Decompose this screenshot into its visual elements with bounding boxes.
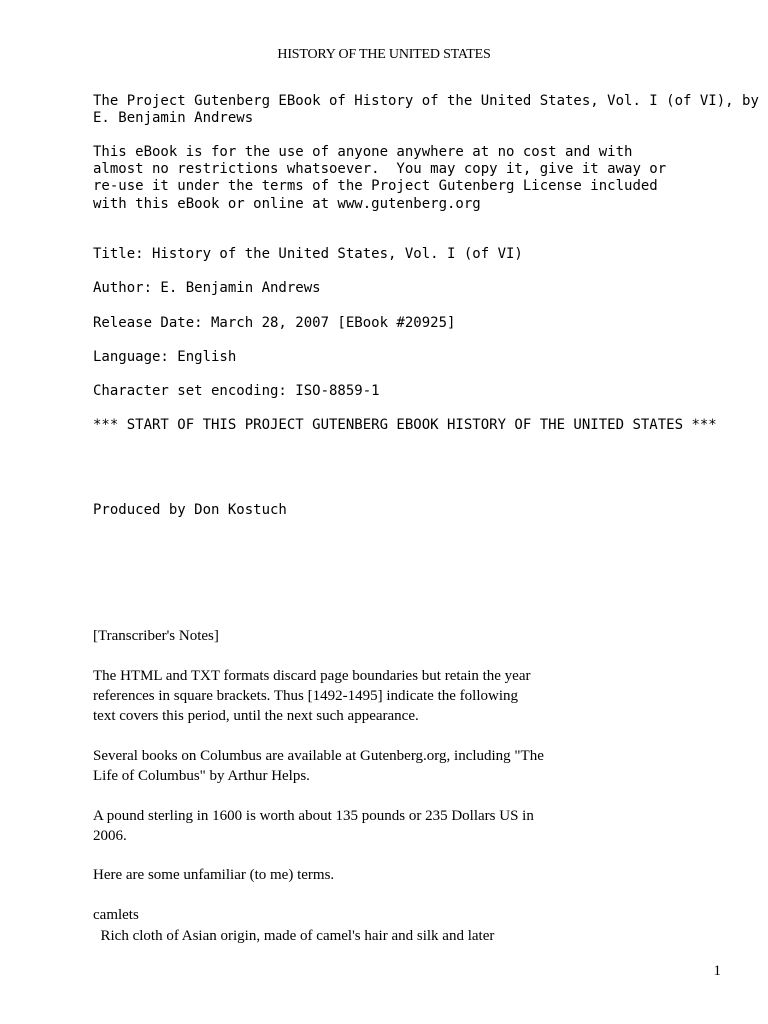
charset-line: Character set encoding: ISO-8859-1 (93, 383, 380, 399)
author-line: Author: E. Benjamin Andrews (93, 280, 321, 296)
term-camlets-definition: Rich cloth of Asian origin, made of camel's hair and silk and later (93, 928, 495, 944)
term-camlets: camlets (93, 907, 139, 923)
running-header: HISTORY OF THE UNITED STATES (277, 47, 491, 62)
page-number: 1 (713, 963, 721, 979)
release-date-line: Release Date: March 28, 2007 [EBook #20925] (93, 315, 456, 331)
language-line: Language: English (93, 349, 237, 365)
title-line: Title: History of the United States, Vol. I (of VI) (93, 246, 523, 262)
produced-by-line: Produced by Don Kostuch (93, 502, 287, 518)
notes-paragraph-2: Several books on Columbus are available at Gutenberg.org, including "The Life of Columbus" by Arthur Helps. (93, 748, 544, 785)
ebook-intro: The Project Gutenberg EBook of History of the United States, Vol. I (of VI), by E. Benjamin Andrews (93, 93, 759, 127)
start-marker-line: *** START OF THIS PROJECT GUTENBERG EBOOK HISTORY OF THE UNITED STATES *** (93, 417, 717, 433)
notes-paragraph-1: The HTML and TXT formats discard page boundaries but retain the year references in square brackets. Thus [1492-1495] indicate the following text covers this period, until the next such appearance. (93, 668, 531, 725)
notes-paragraph-4: Here are some unfamiliar (to me) terms. (93, 867, 335, 883)
notes-paragraph-3: A pound sterling in 1600 is worth about 135 pounds or 235 Dollars US in 2006. (93, 808, 534, 845)
notes-heading: [Transcriber's Notes] (93, 628, 219, 644)
license-paragraph: This eBook is for the use of anyone anywhere at no cost and with almost no restrictions whatsoever. You may copy it, give it away or re-use it under the terms of the Project Gutenberg License included with this eBook or online at www.gutenberg.org (93, 144, 667, 212)
